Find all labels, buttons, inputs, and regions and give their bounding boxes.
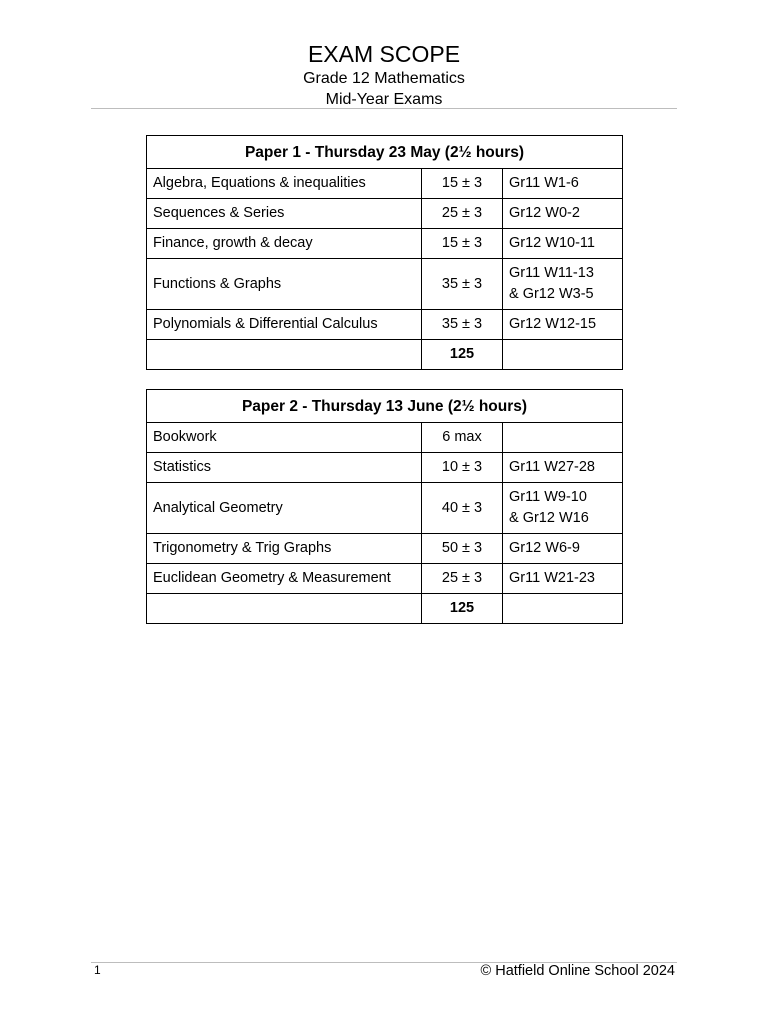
reference-cell: Gr12 W6-9 [503,534,623,564]
document-header [0,40,768,110]
total-reference-cell [503,340,623,370]
document-title: EXAM SCOPE [307,41,461,67]
reference-cell: Gr12 W10-11 [503,229,623,259]
topic-cell: Statistics [147,453,422,483]
marks-cell: 35 ± 3 [422,259,503,310]
document-subtitle: Grade 12 Mathematics [303,70,465,87]
marks-cell: 25 ± 3 [422,564,503,594]
table-row [147,229,623,259]
copyright-notice: © Hatfield Online School 2024 [480,963,675,979]
reference-cell [503,483,623,534]
marks-cell: 35 ± 3 [422,310,503,340]
reference-cell: Gr12 W12-15 [503,310,623,340]
table-row [147,483,623,534]
reference-cell: Gr11 W21-23 [503,564,623,594]
table-row [147,564,623,594]
topic-cell: Trigonometry & Trig Graphs [147,534,422,564]
topic-cell: Finance, growth & decay [147,229,422,259]
total-label-cell [147,594,422,624]
marks-cell: 6 max [422,423,503,453]
paper-1-table [146,135,623,370]
table-row [147,259,623,310]
table-row [147,534,623,564]
table-row [147,199,623,229]
topic-cell: Bookwork [147,423,422,453]
reference-cell: Gr11 W27-28 [503,453,623,483]
reference-line: & Gr12 W3-5 [509,286,594,302]
total-row [147,340,623,370]
topic-cell: Sequences & Series [147,199,422,229]
paper-1-heading: Paper 1 - Thursday 23 May (2½ hours) [147,136,623,169]
topic-cell: Analytical Geometry [147,483,422,534]
total-marks: 125 [422,340,503,370]
reference-cell [503,259,623,310]
topic-cell: Functions & Graphs [147,259,422,310]
topic-cell: Polynomials & Differential Calculus [147,310,422,340]
marks-cell: 50 ± 3 [422,534,503,564]
reference-line: & Gr12 W16 [509,510,589,526]
total-label-cell [147,340,422,370]
topic-cell: Algebra, Equations & inequalities [147,169,422,199]
marks-cell: 15 ± 3 [422,229,503,259]
page-number: 1 [94,963,101,977]
total-marks: 125 [422,594,503,624]
exam-session: Mid-Year Exams [325,91,443,108]
table-row [147,453,623,483]
reference-cell: Gr12 W0-2 [503,199,623,229]
table-row [147,169,623,199]
marks-cell: 15 ± 3 [422,169,503,199]
reference-line: Gr11 W9-10 [509,489,587,505]
reference-cell: Gr11 W1-6 [503,169,623,199]
reference-line: Gr11 W11-13 [509,265,594,281]
paper-2-table [146,389,623,624]
table-row [147,310,623,340]
marks-cell: 40 ± 3 [422,483,503,534]
total-reference-cell [503,594,623,624]
header-divider [91,108,677,109]
reference-cell [503,423,623,453]
paper-2-heading: Paper 2 - Thursday 13 June (2½ hours) [147,390,623,423]
total-row [147,594,623,624]
table-row [147,423,623,453]
marks-cell: 25 ± 3 [422,199,503,229]
topic-cell: Euclidean Geometry & Measurement [147,564,422,594]
marks-cell: 10 ± 3 [422,453,503,483]
